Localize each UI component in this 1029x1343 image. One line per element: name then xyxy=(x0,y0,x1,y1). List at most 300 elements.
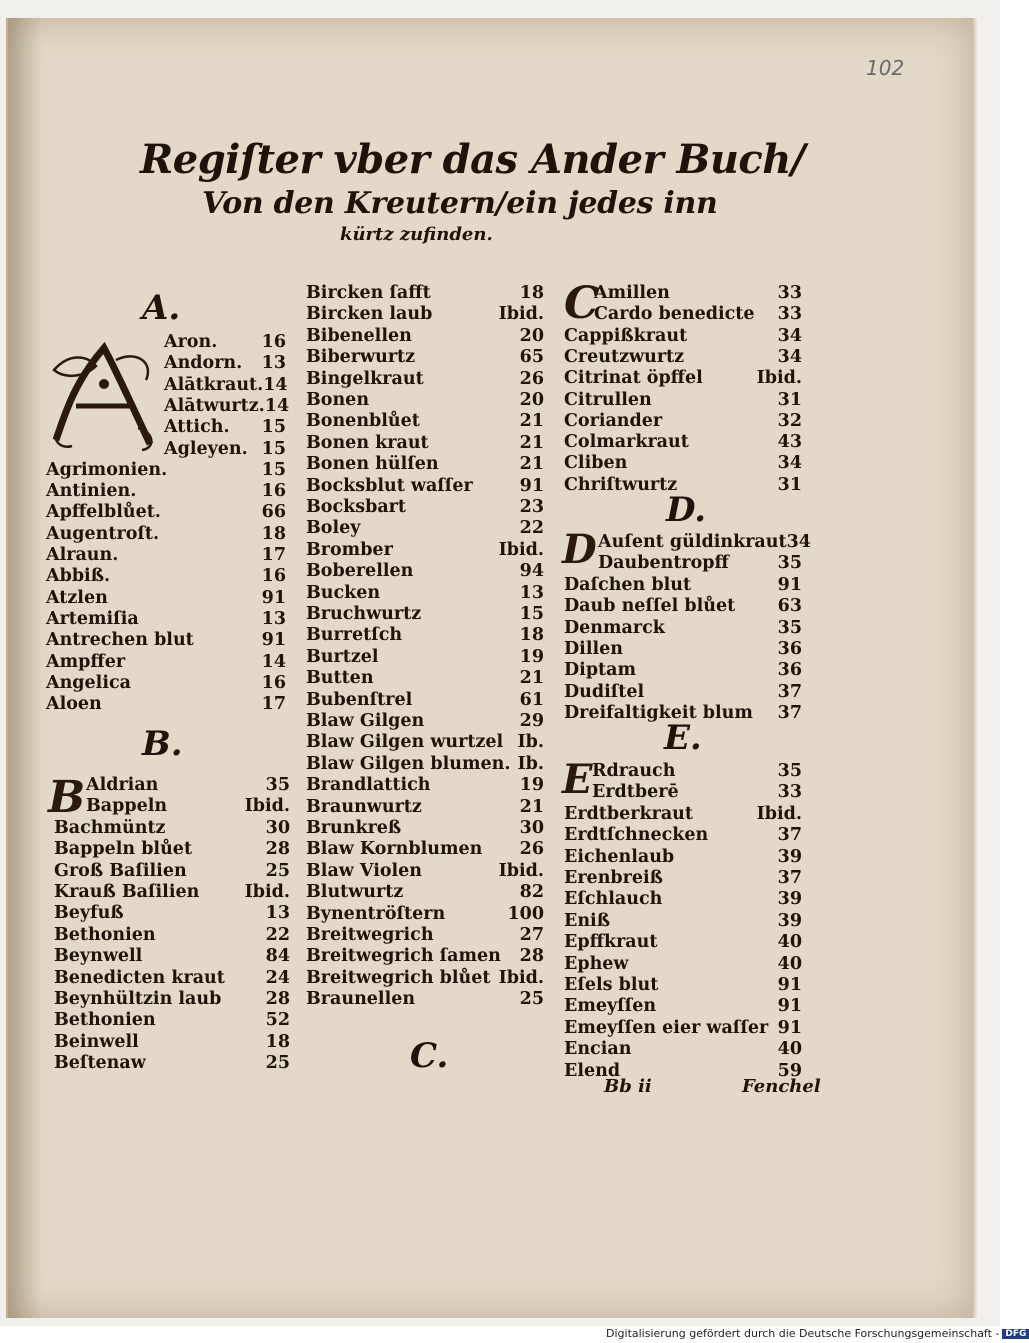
index-entry xyxy=(306,368,544,390)
entry-name: Bachmüntz xyxy=(54,817,166,838)
entry-page-number: 36 xyxy=(777,639,802,659)
section-b-heading: B. xyxy=(142,724,183,764)
entry-page-number: 22 xyxy=(265,924,290,945)
entry-name: Agleyen. xyxy=(164,438,248,459)
index-entry xyxy=(564,953,802,975)
entry-name: Beynwell xyxy=(54,946,143,967)
index-entry xyxy=(54,924,290,946)
entry-page-number: 27 xyxy=(519,925,544,945)
index-entry xyxy=(564,595,802,617)
index-entry xyxy=(46,651,286,673)
column-2-catch-letter: C. xyxy=(410,1036,449,1076)
entry-name: Augentroſt. xyxy=(46,523,160,544)
entry-name: Brandlattich xyxy=(306,775,431,796)
entry-name: Biberwurtz xyxy=(306,347,416,368)
entry-page-number: 33 xyxy=(777,782,802,803)
entry-page-number: 20 xyxy=(519,325,544,346)
entry-name: Daub neſſel blůet xyxy=(564,596,736,617)
entry-page-number: 20 xyxy=(519,390,544,410)
entry-page-number: 22 xyxy=(519,518,544,539)
entry-name: Eniß xyxy=(564,910,611,931)
entry-page-number: 21 xyxy=(519,432,544,453)
entry-page-number: 37 xyxy=(777,703,802,724)
index-entry xyxy=(306,325,544,347)
entry-name: Erenbreiß xyxy=(564,868,663,888)
entry-name: Epffkraut xyxy=(564,932,658,953)
entry-page-number: 13 xyxy=(261,608,286,629)
entry-page-number: 18 xyxy=(519,283,544,303)
entry-page-number: 25 xyxy=(519,989,544,1010)
entry-name: Alraun. xyxy=(46,545,119,565)
index-entry xyxy=(46,565,286,587)
entry-page-number: 40 xyxy=(777,1039,802,1060)
entry-page-number: 31 xyxy=(777,389,802,410)
entry-page-number: 34 xyxy=(777,453,802,474)
entry-page-number: Ibid. xyxy=(498,860,544,881)
entry-page-number: 39 xyxy=(777,889,802,910)
index-entry xyxy=(594,282,802,304)
entry-name: Amillen xyxy=(594,283,670,303)
entry-name: Colmarkraut xyxy=(564,432,689,453)
entry-name: Bonen kraut xyxy=(306,432,429,453)
dfg-logo-icon: DFG xyxy=(1002,1329,1029,1339)
entry-name: Bromber xyxy=(306,539,393,560)
entry-name: Bocksbart xyxy=(306,497,406,517)
index-entry xyxy=(564,474,802,496)
entry-page-number: 18 xyxy=(519,625,544,646)
entry-name: Ephew xyxy=(564,953,629,974)
entry-name: Beynhültzin laub xyxy=(54,989,222,1009)
entry-name: Beſtenaw xyxy=(54,1053,146,1074)
entry-page-number: 52 xyxy=(265,1010,290,1031)
entry-page-number: 28 xyxy=(519,946,544,967)
entry-name: Breitwegrich blůet xyxy=(306,967,491,988)
index-entry xyxy=(46,629,286,651)
entry-page-number: 34 xyxy=(777,346,802,367)
entry-page-number: 28 xyxy=(265,989,290,1009)
entry-page-number: 15 xyxy=(519,604,544,624)
entry-name: Attich. xyxy=(164,417,230,438)
entry-name: Daubentropff xyxy=(598,553,729,574)
entry-page-number: 65 xyxy=(519,347,544,368)
entry-name: Breitwegrich ſamen xyxy=(306,946,501,967)
index-entry xyxy=(86,774,290,796)
index-entry xyxy=(54,881,290,903)
entry-page-number: 63 xyxy=(777,596,802,617)
index-entry xyxy=(54,817,290,839)
entry-page-number: Ibid. xyxy=(498,967,544,988)
entry-page-number: 61 xyxy=(519,689,544,710)
entry-name: Bethonien xyxy=(54,924,156,945)
spine-shadow xyxy=(8,18,42,1318)
index-entry xyxy=(592,781,802,803)
index-entry xyxy=(164,352,286,374)
entry-name: Bibenellen xyxy=(306,325,412,346)
index-entry xyxy=(564,803,802,825)
entry-page-number: 26 xyxy=(519,839,544,860)
catchword: Fenchel xyxy=(742,1076,821,1097)
entry-name: Blaw Gilgen wurtzel xyxy=(306,732,504,753)
entry-name: Benedicten kraut xyxy=(54,967,225,988)
entry-page-number: Ibid. xyxy=(498,539,544,560)
ornate-initial xyxy=(46,340,162,456)
entry-page-number: Ib. xyxy=(517,753,544,774)
entry-name: Erdtberē xyxy=(592,782,679,803)
index-entry xyxy=(564,931,802,953)
index-entry xyxy=(54,838,290,860)
entry-page-number: 17 xyxy=(261,545,286,565)
entry-page-number: 28 xyxy=(265,839,290,860)
entry-page-number: 36 xyxy=(777,660,802,681)
entry-name: Alātkraut. xyxy=(164,374,264,395)
entry-page-number: 39 xyxy=(777,910,802,931)
entry-page-number: 91 xyxy=(777,975,802,995)
entry-name: Eſchlauch xyxy=(564,889,663,910)
index-entry xyxy=(306,924,544,946)
dropcap-e: E xyxy=(562,756,593,803)
footer-text: Digitalisierung gefördert durch die Deutsche Forschungsgemeinschaft - xyxy=(606,1327,1000,1340)
entry-name: Artemiſia xyxy=(46,608,139,629)
index-entry xyxy=(306,967,544,989)
entry-page-number: 40 xyxy=(777,932,802,953)
index-entry xyxy=(564,452,802,474)
entry-name: Bucken xyxy=(306,582,381,603)
entry-name: Braunwurtz xyxy=(306,796,422,817)
entry-page-number: 32 xyxy=(777,410,802,431)
entry-page-number: 66 xyxy=(261,502,286,523)
index-entry xyxy=(306,838,544,860)
entry-page-number: 37 xyxy=(777,825,802,846)
entry-name: Erdtſchnecken xyxy=(564,825,709,846)
index-entry xyxy=(306,710,544,732)
index-entry xyxy=(54,1031,290,1053)
entry-page-number: Ibid. xyxy=(498,304,544,325)
entry-page-number: 91 xyxy=(777,574,802,595)
entry-page-number: 16 xyxy=(261,566,286,587)
entry-page-number: 39 xyxy=(777,846,802,867)
entry-page-number: 13 xyxy=(265,903,290,924)
entry-name: Blaw Gilgen xyxy=(306,711,425,731)
entry-name: Agrimonien. xyxy=(46,459,168,480)
entry-page-number: 21 xyxy=(519,411,544,432)
entry-page-number: Ibid. xyxy=(756,368,802,389)
entry-page-number: 21 xyxy=(519,796,544,817)
index-entry xyxy=(306,582,544,604)
index-entry xyxy=(306,945,544,967)
entry-name: Daſchen blut xyxy=(564,574,692,595)
index-entry xyxy=(564,574,802,596)
entry-page-number: 14 xyxy=(263,374,288,395)
entry-page-number: 91 xyxy=(777,996,802,1017)
ornate-flourish-icon xyxy=(46,340,162,456)
entry-name: Blutwurtz xyxy=(306,882,404,903)
index-entry xyxy=(46,501,286,523)
entry-name: Burtzel xyxy=(306,646,379,667)
footer-credit xyxy=(606,1327,1029,1340)
entry-page-number: 16 xyxy=(261,672,286,693)
index-entry xyxy=(564,1017,802,1039)
index-entry xyxy=(564,638,802,660)
entry-page-number: 19 xyxy=(519,775,544,796)
entry-name: Butten xyxy=(306,668,374,689)
entry-page-number: 94 xyxy=(519,561,544,582)
entry-page-number: 91 xyxy=(261,630,286,651)
entry-page-number: 59 xyxy=(777,1060,802,1081)
index-entry xyxy=(306,774,544,796)
entry-page-number: 35 xyxy=(777,553,802,574)
index-entry xyxy=(54,902,290,924)
entry-page-number: 31 xyxy=(777,474,802,495)
entry-page-number: 26 xyxy=(519,368,544,389)
entry-name: Atzlen xyxy=(46,587,108,608)
index-entry xyxy=(564,888,802,910)
entry-page-number: 21 xyxy=(519,454,544,475)
title-line-3: kürtz zufinden. xyxy=(340,224,493,245)
index-entry xyxy=(306,346,544,368)
index-entry xyxy=(306,603,544,625)
entry-name: Andorn. xyxy=(164,353,243,374)
index-entry xyxy=(306,689,544,711)
entry-name: Denmarck xyxy=(564,617,665,638)
index-entry xyxy=(46,693,286,715)
entry-page-number: 16 xyxy=(261,481,286,502)
index-entry xyxy=(306,646,544,668)
entry-page-number: 25 xyxy=(265,860,290,881)
index-entry xyxy=(306,731,544,753)
index-entry xyxy=(306,432,544,454)
entry-name: Auſent güldinkraut xyxy=(598,532,787,552)
entry-page-number: 14 xyxy=(261,651,286,672)
index-entry xyxy=(46,544,286,566)
entry-name: Bonen hülſen xyxy=(306,454,439,475)
index-entry xyxy=(46,459,286,481)
index-entry xyxy=(564,367,802,389)
entry-page-number: 21 xyxy=(519,668,544,689)
index-entry xyxy=(306,475,544,497)
index-entry xyxy=(306,903,544,925)
index-entry xyxy=(564,1038,802,1060)
entry-name: Dreifaltigkeit blum xyxy=(564,703,753,724)
index-entry xyxy=(306,624,544,646)
entry-page-number: 34 xyxy=(777,325,802,346)
index-entry xyxy=(564,617,802,639)
entry-page-number: 29 xyxy=(519,711,544,731)
index-entry xyxy=(306,282,544,304)
index-entry xyxy=(54,988,290,1010)
entry-page-number: 17 xyxy=(261,694,286,715)
index-entry xyxy=(306,389,544,411)
entry-page-number: Ibid. xyxy=(756,803,802,824)
entry-name: Rdrauch xyxy=(592,761,676,781)
entry-name: Cappißkraut xyxy=(564,325,688,346)
entry-page-number: 35 xyxy=(777,761,802,781)
entry-name: Ampffer xyxy=(46,651,126,672)
entry-page-number: 16 xyxy=(261,332,286,352)
entry-name: Angelica xyxy=(46,672,131,693)
entry-page-number: 14 xyxy=(264,395,290,416)
entry-page-number: 13 xyxy=(519,582,544,603)
entry-name: Boley xyxy=(306,518,361,539)
entry-name: Bappeln blůet xyxy=(54,839,193,860)
index-entry xyxy=(46,672,286,694)
index-entry xyxy=(306,817,544,839)
entry-name: Braunellen xyxy=(306,989,416,1010)
entry-name: Erdtberkraut xyxy=(564,803,693,824)
entry-name: Chriſtwurtz xyxy=(564,474,678,495)
index-entry xyxy=(592,760,802,782)
entry-name: Citrullen xyxy=(564,389,652,410)
entry-name: Beyfuß xyxy=(54,903,124,924)
index-entry xyxy=(564,410,802,432)
entry-name: Emeyſſen xyxy=(564,996,657,1017)
dropcap-b: B xyxy=(48,772,86,823)
index-entry xyxy=(164,374,286,396)
index-entry xyxy=(564,325,802,347)
entry-name: Bethonien xyxy=(54,1010,156,1031)
index-entry xyxy=(594,303,802,325)
index-entry xyxy=(306,753,544,775)
entry-page-number: 40 xyxy=(777,953,802,974)
index-entry xyxy=(164,331,286,353)
entry-page-number: 19 xyxy=(519,646,544,667)
index-entry xyxy=(306,410,544,432)
entry-name: Abbiß. xyxy=(46,566,111,587)
entry-page-number: 84 xyxy=(265,946,290,967)
entry-name: Bynentröſtern xyxy=(306,903,446,924)
section-a-heading: A. xyxy=(142,288,181,328)
entry-name: Antrechen blut xyxy=(46,630,194,651)
index-entry xyxy=(306,496,544,518)
entry-page-number: 37 xyxy=(777,868,802,888)
index-entry xyxy=(86,795,290,817)
entry-name: Blaw Violen xyxy=(306,860,423,881)
index-entry xyxy=(564,389,802,411)
index-entry xyxy=(54,1052,290,1074)
entry-page-number: 35 xyxy=(777,617,802,638)
entry-name: Dillen xyxy=(564,639,623,659)
entry-page-number: 30 xyxy=(265,817,290,838)
index-entry xyxy=(306,560,544,582)
entry-page-number: 33 xyxy=(777,283,802,303)
index-entry xyxy=(306,539,544,561)
entry-name: Brunkreß xyxy=(306,818,402,838)
index-entry xyxy=(164,416,286,438)
title-line-1: Regiſter vber das Ander Buch/ xyxy=(140,136,805,183)
signature-mark: Bb ii xyxy=(604,1076,652,1097)
entry-name: Groß Baſilien xyxy=(54,860,187,881)
entry-name: Diptam xyxy=(564,660,636,681)
entry-name: Breitwegrich xyxy=(306,925,434,945)
index-entry xyxy=(564,659,802,681)
index-entry xyxy=(564,846,802,868)
entry-name: Bappeln xyxy=(86,796,168,817)
entry-name: Bruchwurtz xyxy=(306,604,422,624)
index-entry xyxy=(54,1009,290,1031)
entry-page-number: 15 xyxy=(261,459,286,480)
entry-name: Cardo benedicte xyxy=(594,304,755,325)
index-entry xyxy=(306,881,544,903)
entry-name: Alātwurtz. xyxy=(164,395,265,416)
entry-page-number: 33 xyxy=(777,304,802,325)
entry-name: Boberellen xyxy=(306,561,414,582)
index-entry xyxy=(306,303,544,325)
entry-page-number: 24 xyxy=(265,967,290,988)
entry-name: Blaw Gilgen blumen. xyxy=(306,753,511,774)
entry-page-number: 18 xyxy=(261,523,286,544)
index-entry xyxy=(598,552,802,574)
entry-page-number: 25 xyxy=(265,1053,290,1074)
entry-name: Bocksblut waſſer xyxy=(306,475,473,496)
index-entry xyxy=(54,967,290,989)
entry-page-number: 91 xyxy=(261,587,286,608)
entry-name: Emeyſſen eier waſſer xyxy=(564,1017,769,1038)
index-entry xyxy=(46,523,286,545)
entry-page-number: 13 xyxy=(261,353,286,374)
index-entry xyxy=(306,453,544,475)
entry-page-number: Ib. xyxy=(517,732,544,753)
entry-page-number: 23 xyxy=(519,497,544,517)
index-entry xyxy=(54,945,290,967)
entry-name: Apffelblůet. xyxy=(46,502,161,523)
entry-name: Eichenlaub xyxy=(564,846,675,867)
entry-name: Aron. xyxy=(164,332,218,352)
entry-page-number: 15 xyxy=(261,438,286,459)
index-entry xyxy=(46,587,286,609)
entry-name: Coriander xyxy=(564,410,663,431)
entry-name: Blaw Kornblumen xyxy=(306,839,483,860)
entry-name: Burretſch xyxy=(306,625,403,646)
entry-name: Bingelkraut xyxy=(306,368,424,389)
section-e-heading: E. xyxy=(664,718,702,758)
index-entry xyxy=(564,431,802,453)
entry-name: Bubenſtrel xyxy=(306,689,413,710)
entry-name: Krauß Baſilien xyxy=(54,882,200,902)
entry-name: Bircken laub xyxy=(306,304,433,325)
index-entry xyxy=(564,346,802,368)
index-entry xyxy=(306,988,544,1010)
entry-name: Aldrian xyxy=(86,775,159,795)
index-entry xyxy=(564,824,802,846)
index-entry xyxy=(306,517,544,539)
dropcap-c: C xyxy=(564,278,600,329)
entry-name: Bircken ſafft xyxy=(306,283,431,303)
title-line-2: Von den Kreutern/ein jedes inn xyxy=(202,186,718,221)
entry-name: Dudiſtel xyxy=(564,681,645,702)
index-entry xyxy=(164,438,286,460)
entry-page-number: 91 xyxy=(519,475,544,496)
entry-name: Eſels blut xyxy=(564,975,659,995)
entry-page-number: 18 xyxy=(265,1031,290,1052)
entry-name: Creutzwurtz xyxy=(564,346,685,367)
entry-page-number: 15 xyxy=(261,417,286,438)
section-d-heading: D. xyxy=(666,490,707,530)
index-entry xyxy=(46,608,286,630)
entry-page-number: 35 xyxy=(265,775,290,795)
entry-page-number: 34 xyxy=(786,532,811,552)
entry-name: Bonenblůet xyxy=(306,411,420,432)
entry-page-number: 100 xyxy=(507,903,544,924)
entry-page-number: Ibid. xyxy=(244,882,290,902)
index-entry xyxy=(564,974,802,996)
entry-name: Citrinat öpffel xyxy=(564,368,703,389)
dropcap-d: D xyxy=(562,526,597,573)
entry-name: Aloen xyxy=(46,694,102,715)
index-entry xyxy=(564,702,802,724)
index-entry xyxy=(54,860,290,882)
index-entry xyxy=(164,395,290,417)
folio-number: 102 xyxy=(866,56,905,80)
entry-page-number: 43 xyxy=(777,432,802,453)
